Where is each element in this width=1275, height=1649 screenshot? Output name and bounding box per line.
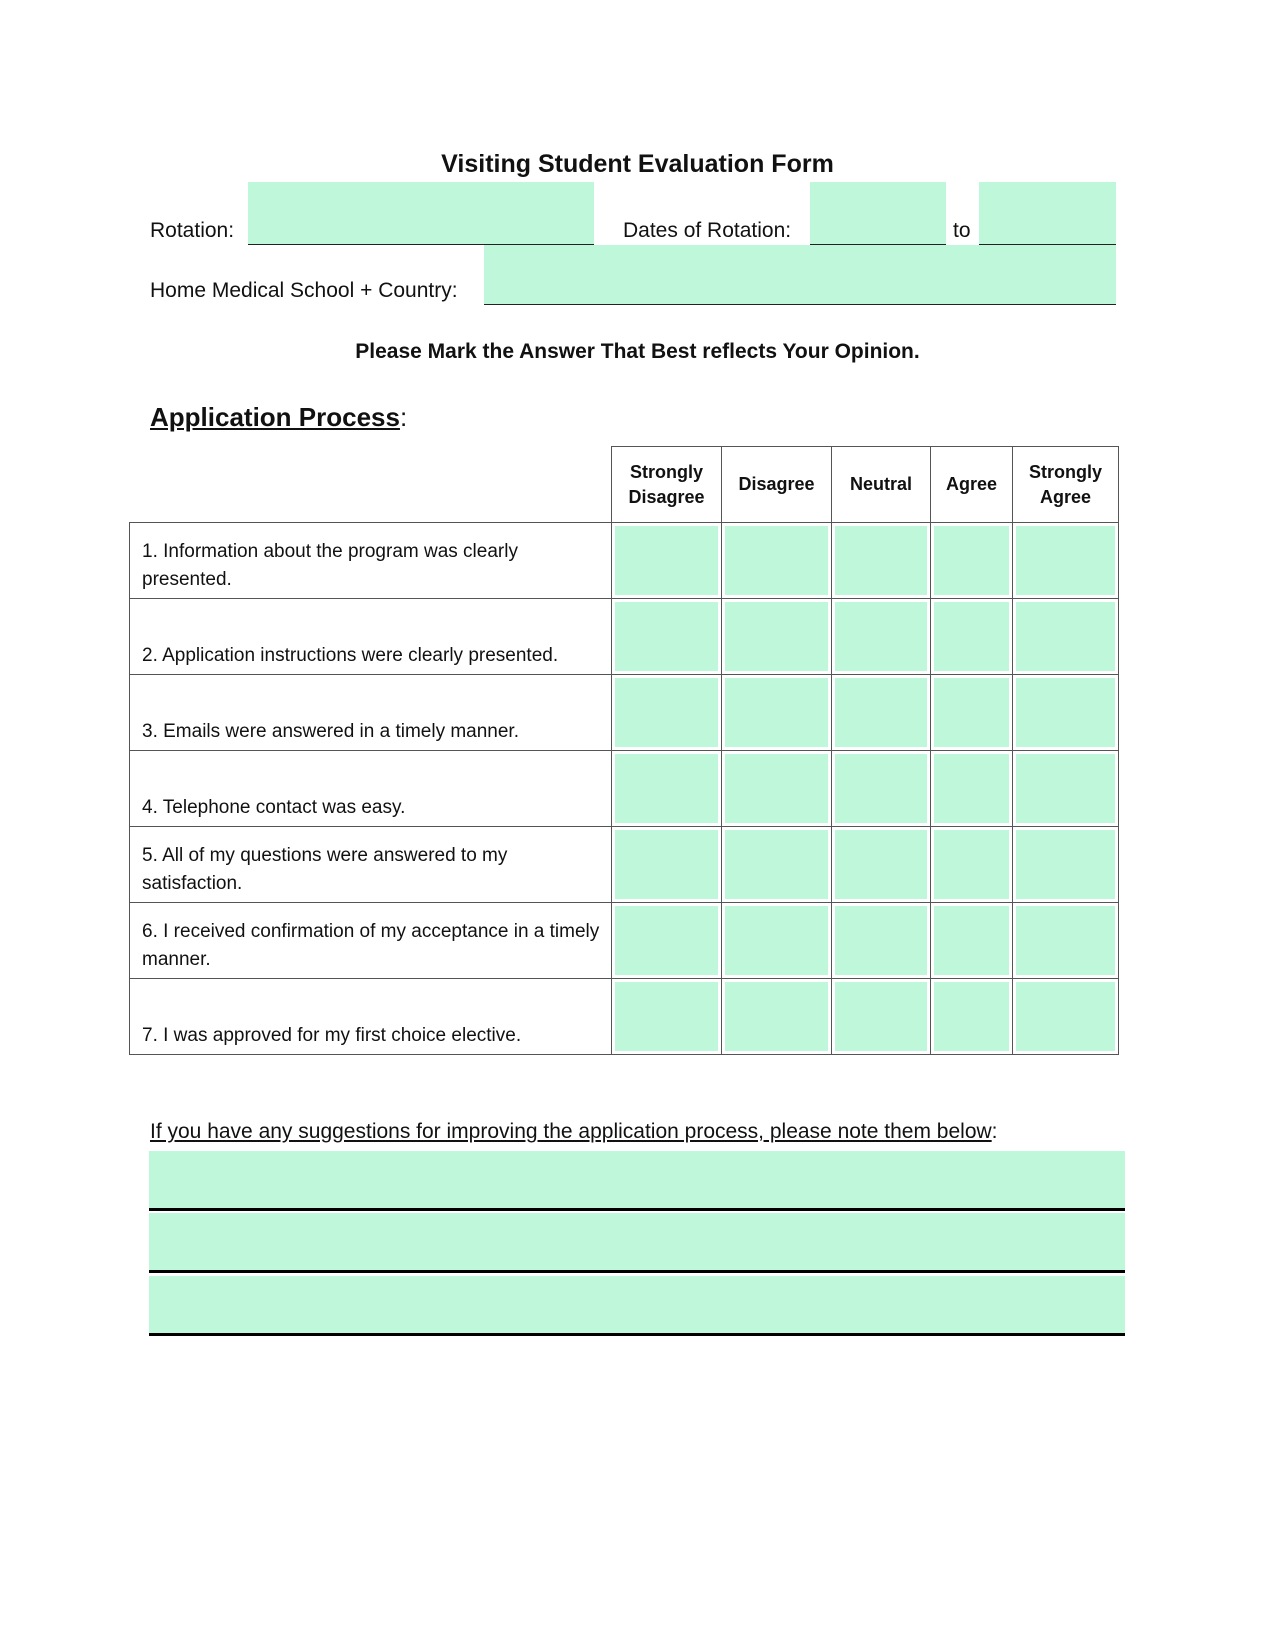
rating-checkbox[interactable] [615, 982, 718, 1051]
rating-cell[interactable] [832, 979, 931, 1055]
rating-checkbox[interactable] [835, 526, 927, 595]
rating-cell[interactable] [612, 599, 722, 675]
header-spacer [130, 447, 612, 523]
rating-checkbox[interactable] [725, 830, 828, 899]
rating-cell[interactable] [1013, 675, 1119, 751]
rating-checkbox[interactable] [1016, 526, 1115, 595]
rating-cell[interactable] [931, 903, 1013, 979]
rotation-field[interactable] [248, 182, 594, 245]
section-colon: : [399, 402, 408, 432]
rating-cell[interactable] [931, 675, 1013, 751]
dates-of-rotation-label: Dates of Rotation: [623, 219, 792, 242]
rating-cell[interactable] [931, 523, 1013, 599]
question-text: 4. Telephone contact was easy. [130, 751, 612, 827]
rating-cell[interactable] [612, 675, 722, 751]
home-medical-school-label: Home Medical School + Country: [150, 279, 458, 302]
rating-cell[interactable] [832, 903, 931, 979]
rating-checkbox[interactable] [934, 754, 1009, 823]
rating-cell[interactable] [612, 903, 722, 979]
rating-checkbox[interactable] [1016, 754, 1115, 823]
rating-checkbox[interactable] [934, 602, 1009, 671]
rating-checkbox[interactable] [615, 754, 718, 823]
rating-cell[interactable] [832, 751, 931, 827]
suggestion-line-1[interactable] [149, 1151, 1125, 1211]
suggestion-line-2[interactable] [149, 1213, 1125, 1273]
column-header: Strongly Disagree [612, 447, 722, 523]
rating-checkbox[interactable] [1016, 602, 1115, 671]
rating-cell[interactable] [832, 675, 931, 751]
rating-cell[interactable] [1013, 599, 1119, 675]
rating-checkbox[interactable] [725, 678, 828, 747]
section-heading [150, 402, 407, 433]
rating-checkbox[interactable] [835, 602, 927, 671]
table-row [130, 979, 1119, 1055]
suggestions-prompt [150, 1120, 998, 1144]
rating-checkbox[interactable] [725, 982, 828, 1051]
rating-header-row [130, 447, 1119, 523]
rating-checkbox[interactable] [835, 906, 927, 975]
rating-cell[interactable] [931, 751, 1013, 827]
form-title: Visiting Student Evaluation Form [441, 150, 834, 178]
rating-cell[interactable] [1013, 827, 1119, 903]
table-row [130, 675, 1119, 751]
rating-cell[interactable] [722, 979, 832, 1055]
rating-checkbox[interactable] [1016, 678, 1115, 747]
rating-cell[interactable] [612, 523, 722, 599]
rating-checkbox[interactable] [1016, 906, 1115, 975]
rating-cell[interactable] [832, 827, 931, 903]
rating-cell[interactable] [612, 751, 722, 827]
table-row [130, 903, 1119, 979]
rating-checkbox[interactable] [1016, 982, 1115, 1051]
rating-cell[interactable] [722, 675, 832, 751]
question-text: 7. I was approved for my first choice elective. [130, 979, 612, 1055]
suggestion-line-3[interactable] [149, 1276, 1125, 1336]
rating-checkbox[interactable] [725, 602, 828, 671]
rating-checkbox[interactable] [725, 526, 828, 595]
to-label: to [953, 219, 971, 242]
rating-checkbox[interactable] [615, 906, 718, 975]
table-row [130, 599, 1119, 675]
rating-cell[interactable] [722, 827, 832, 903]
rating-cell[interactable] [832, 599, 931, 675]
rating-checkbox[interactable] [615, 830, 718, 899]
column-header: Neutral [832, 447, 931, 523]
rating-cell[interactable] [931, 599, 1013, 675]
rotation-start-date-field[interactable] [810, 182, 946, 245]
question-text: 6. I received confirmation of my acceptance in a timely manner. [130, 903, 612, 979]
rating-checkbox[interactable] [835, 678, 927, 747]
rating-checkbox[interactable] [615, 602, 718, 671]
question-text: 3. Emails were answered in a timely manner. [130, 675, 612, 751]
table-row [130, 751, 1119, 827]
question-text: 2. Application instructions were clearly presented. [130, 599, 612, 675]
question-text: 1. Information about the program was clearly presented. [130, 523, 612, 599]
rating-checkbox[interactable] [725, 754, 828, 823]
suggestions-prompt-text: If you have any suggestions for improving the application process, please note them below [150, 1120, 992, 1143]
rating-checkbox[interactable] [835, 982, 927, 1051]
rating-cell[interactable] [1013, 523, 1119, 599]
rating-cell[interactable] [1013, 751, 1119, 827]
column-header: Strongly Agree [1013, 447, 1119, 523]
column-header: Disagree [722, 447, 832, 523]
table-row [130, 827, 1119, 903]
rating-checkbox[interactable] [934, 678, 1009, 747]
column-header: Agree [931, 447, 1013, 523]
rating-cell[interactable] [612, 827, 722, 903]
rating-checkbox[interactable] [1016, 830, 1115, 899]
rating-checkbox[interactable] [725, 906, 828, 975]
rating-checkbox[interactable] [835, 754, 927, 823]
rating-cell[interactable] [931, 979, 1013, 1055]
rating-checkbox[interactable] [934, 830, 1009, 899]
instruction-text: Please Mark the Answer That Best reflects Your Opinion. [355, 340, 920, 363]
table-row [130, 523, 1119, 599]
rating-table [129, 446, 1119, 1055]
question-text: 5. All of my questions were answered to my satisfaction. [130, 827, 612, 903]
rating-cell[interactable] [1013, 903, 1119, 979]
rating-checkbox[interactable] [615, 526, 718, 595]
rating-cell[interactable] [722, 523, 832, 599]
rating-cell[interactable] [722, 751, 832, 827]
rating-checkbox[interactable] [934, 526, 1009, 595]
rating-cell[interactable] [612, 979, 722, 1055]
section-title: Application Process [150, 402, 400, 432]
rating-cell[interactable] [832, 523, 931, 599]
suggestions-colon: : [991, 1120, 998, 1143]
rotation-label: Rotation: [150, 219, 235, 242]
home-medical-school-field[interactable] [484, 245, 1116, 305]
rating-cell[interactable] [931, 827, 1013, 903]
rating-cell[interactable] [1013, 979, 1119, 1055]
rating-cell[interactable] [722, 599, 832, 675]
rating-cell[interactable] [722, 903, 832, 979]
rating-checkbox[interactable] [835, 830, 927, 899]
rating-checkbox[interactable] [934, 906, 1009, 975]
rotation-end-date-field[interactable] [979, 182, 1116, 245]
rating-checkbox[interactable] [934, 982, 1009, 1051]
rating-checkbox[interactable] [615, 678, 718, 747]
